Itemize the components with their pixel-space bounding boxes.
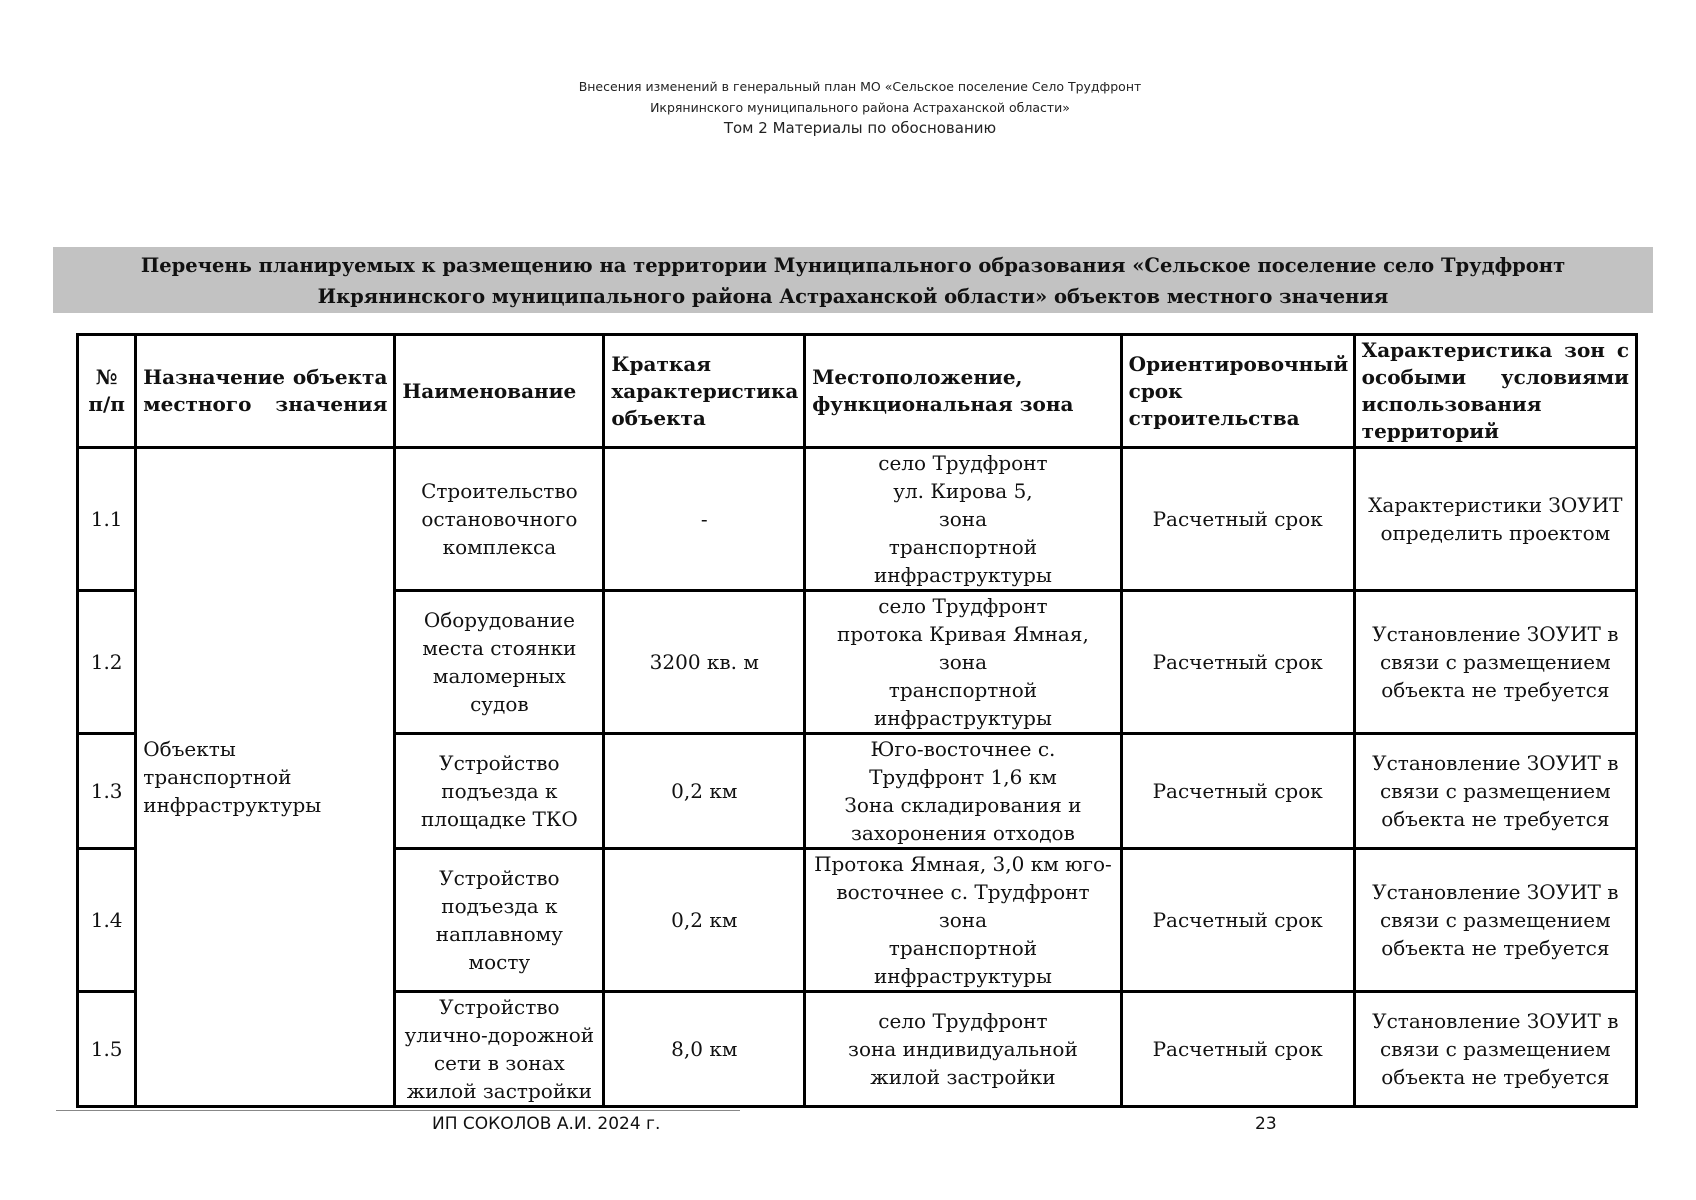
row-location: село Трудфронт ул. Кирова 5, зона транспортной инфраструктуры	[805, 448, 1121, 591]
row-zones: Характеристики ЗОУИТ определить проектом	[1354, 448, 1636, 591]
purpose-cell: Объекты транспортной инфраструктуры	[136, 448, 395, 1107]
row-num: 1.4	[78, 849, 136, 992]
row-zones: Установление ЗОУИТ в связи с размещением объекта не требуется	[1354, 849, 1636, 992]
header-purpose: Назначение объекта местного значения	[136, 335, 395, 448]
row-zones: Установление ЗОУИТ в связи с размещением объекта не требуется	[1354, 992, 1636, 1107]
row-term: Расчетный срок	[1121, 849, 1354, 992]
row-brief: 0,2 км	[604, 734, 805, 849]
row-location: село Трудфронт зона индивидуальной жилой застройки	[805, 992, 1121, 1107]
row-num: 1.5	[78, 992, 136, 1107]
row-name: Строительство остановочного комплекса	[395, 448, 604, 591]
header-line-2: Икрянинского муниципального района Астраханской области»	[650, 100, 1070, 115]
row-name: Устройство улично-дорожной сети в зонах жилой застройки	[395, 992, 604, 1107]
page-number: 23	[1255, 1114, 1277, 1134]
row-name: Оборудование места стоянки маломерных судов	[395, 591, 604, 734]
row-brief: 8,0 км	[604, 992, 805, 1107]
row-name: Устройство подъезда к наплавному мосту	[395, 849, 604, 992]
row-location: Юго-восточнее с. Трудфронт 1,6 км Зона складирования и захоронения отходов	[805, 734, 1121, 849]
row-zones: Установление ЗОУИТ в связи с размещением объекта не требуется	[1354, 591, 1636, 734]
row-location: Протока Ямная, 3,0 км юго- восточнее с. Трудфронт зона транспортной инфраструктуры	[805, 849, 1121, 992]
row-num: 1.3	[78, 734, 136, 849]
table-title-banner	[53, 247, 1653, 313]
row-term: Расчетный срок	[1121, 734, 1354, 849]
row-brief: -	[604, 448, 805, 591]
row-term: Расчетный срок	[1121, 992, 1354, 1107]
footer-author: ИП СОКОЛОВ А.И. 2024 г.	[432, 1114, 661, 1134]
row-name: Устройство подъезда к площадке ТКО	[395, 734, 604, 849]
row-brief: 3200 кв. м	[604, 591, 805, 734]
row-num: 1.2	[78, 591, 136, 734]
row-num: 1.1	[78, 448, 136, 591]
header-location: Местоположение, функциональная зона	[805, 335, 1121, 448]
header-brief: Краткая характеристика объекта	[604, 335, 805, 448]
footer-divider	[56, 1110, 740, 1111]
row-term: Расчетный срок	[1121, 591, 1354, 734]
row-location: село Трудфронт протока Кривая Ямная, зона транспортной инфраструктуры	[805, 591, 1121, 734]
row-zones: Установление ЗОУИТ в связи с размещением объекта не требуется	[1354, 734, 1636, 849]
row-brief: 0,2 км	[604, 849, 805, 992]
document-header	[0, 76, 1696, 139]
row-term: Расчетный срок	[1121, 448, 1354, 591]
table-header-row	[78, 335, 1637, 448]
header-zones: Характеристика зон с особыми условиями использования территорий	[1354, 335, 1636, 448]
header-name: Наименование	[395, 335, 604, 448]
header-line-3: Том 2 Материалы по обоснованию	[723, 119, 997, 137]
header-line-1: Внесения изменений в генеральный план МО «Сельское поселение Село Трудфронт	[578, 79, 1142, 94]
objects-table	[76, 333, 1638, 1108]
banner-line-2: Икрянинского муниципального района Астраханской области» объектов местного значения	[317, 285, 1389, 308]
banner-line-1: Перечень планируемых к размещению на территории Муниципального образования «Сельское поселение село Трудфронт	[140, 254, 1566, 277]
header-term: Ориентировочный срок строительства	[1121, 335, 1354, 448]
header-num: № п/п	[78, 335, 136, 448]
table-row	[78, 448, 1637, 591]
